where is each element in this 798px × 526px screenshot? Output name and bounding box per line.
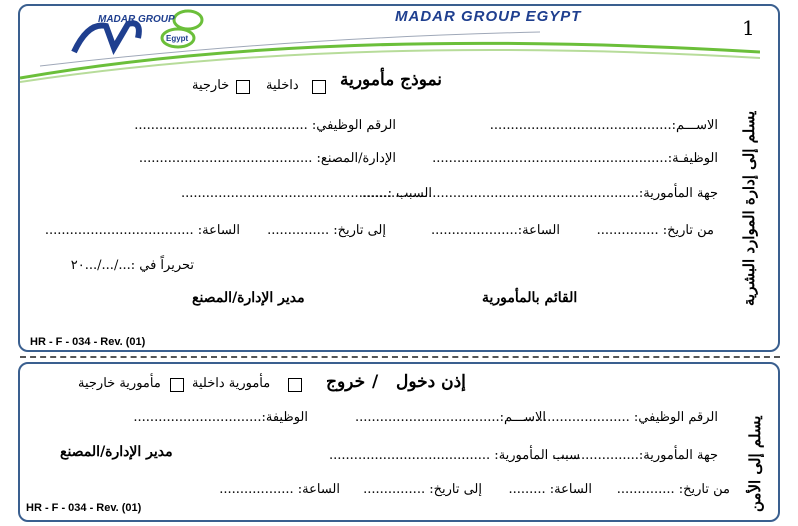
form1-emp-id-field: الرقم الوظيفي: .......................................... (134, 118, 396, 133)
form2-external-checkbox[interactable] (170, 378, 184, 392)
form1-from-time: الساعة:..................... (430, 223, 560, 238)
form2-manager: مدير الإدارة/المصنع (60, 444, 173, 460)
form2-emp-id-field: الرقم الوظيفي: .......................... (522, 410, 718, 425)
form2-from-date: من تاريخ: .............. (616, 482, 730, 497)
form2-from-time: الساعة: ......... (508, 482, 592, 497)
header-company-name: MADAR GROUP EGYPT (395, 8, 582, 25)
form1-revision: HR - F - 034 - Rev. (01) (30, 336, 146, 348)
form2-side-label: يسلم إلى الأمن (746, 415, 764, 512)
form1-written-date: تحريراً في :.../.../...٢٠ (70, 258, 194, 273)
form2-job-field: الوظيفة:............................... (133, 410, 308, 425)
logo-sub-text: Egypt (166, 34, 189, 43)
form2-reason-field: سبب المأمورية: ....................................... (329, 448, 580, 463)
form1-to-date: إلى تاريخ: ............... (267, 223, 386, 238)
form1-title: نموذج مأمورية (340, 70, 443, 90)
cut-line (20, 356, 780, 358)
form1-to-time: الساعة: .................................... (44, 223, 240, 238)
form1-sign-manager: مدير الإدارة/المصنع (192, 290, 305, 306)
form2-title-main: إذن دخول (396, 372, 466, 392)
form1-internal-checkbox[interactable] (312, 80, 326, 94)
logo-brand-text: MADAR GROUP (98, 14, 175, 25)
form1-external-label: خارجية (192, 78, 230, 93)
form2-place-field: جهة المأمورية:..................... (552, 448, 718, 463)
form1-job-field: الوظيفـة:......................................................... (432, 151, 718, 166)
form1-sign-person: القائم بالمأمورية (482, 290, 578, 306)
form1-internal-label: داخلية (266, 78, 299, 93)
form1-from-date: من تاريخ: ............... (596, 223, 714, 238)
form2-revision: HR - F - 034 - Rev. (01) (26, 502, 142, 514)
form2-internal-label: مأمورية داخلية (192, 376, 271, 391)
form1-dept-field: الإدارة/المصنع: .......................................... (138, 151, 396, 166)
form2-name-field: الاســـم:................................... (354, 410, 546, 425)
form1-side-label: يسلم إلى إدارة الموارد البشرية (740, 110, 758, 306)
form1-name-field: الاســـم:............................................ (489, 118, 718, 133)
form2-title-exit: خروج (326, 372, 366, 392)
form2-to-date: إلى تاريخ: ............... (363, 482, 482, 497)
form2-external-label: مأمورية خارجية (78, 376, 161, 391)
form2-internal-checkbox[interactable] (288, 378, 302, 392)
form2-to-time: الساعة: .................. (219, 482, 340, 497)
page-number: 1 (742, 16, 755, 40)
form2-title-sep: / (372, 372, 379, 392)
mission-form-card (18, 4, 780, 352)
form1-external-checkbox[interactable] (236, 80, 250, 94)
form1-place-field: جهة المأمورية:................................................................... (362, 186, 718, 201)
form1-reason-field: السبب :.................................................. (181, 186, 432, 201)
entry-exit-permit-card (18, 362, 780, 522)
